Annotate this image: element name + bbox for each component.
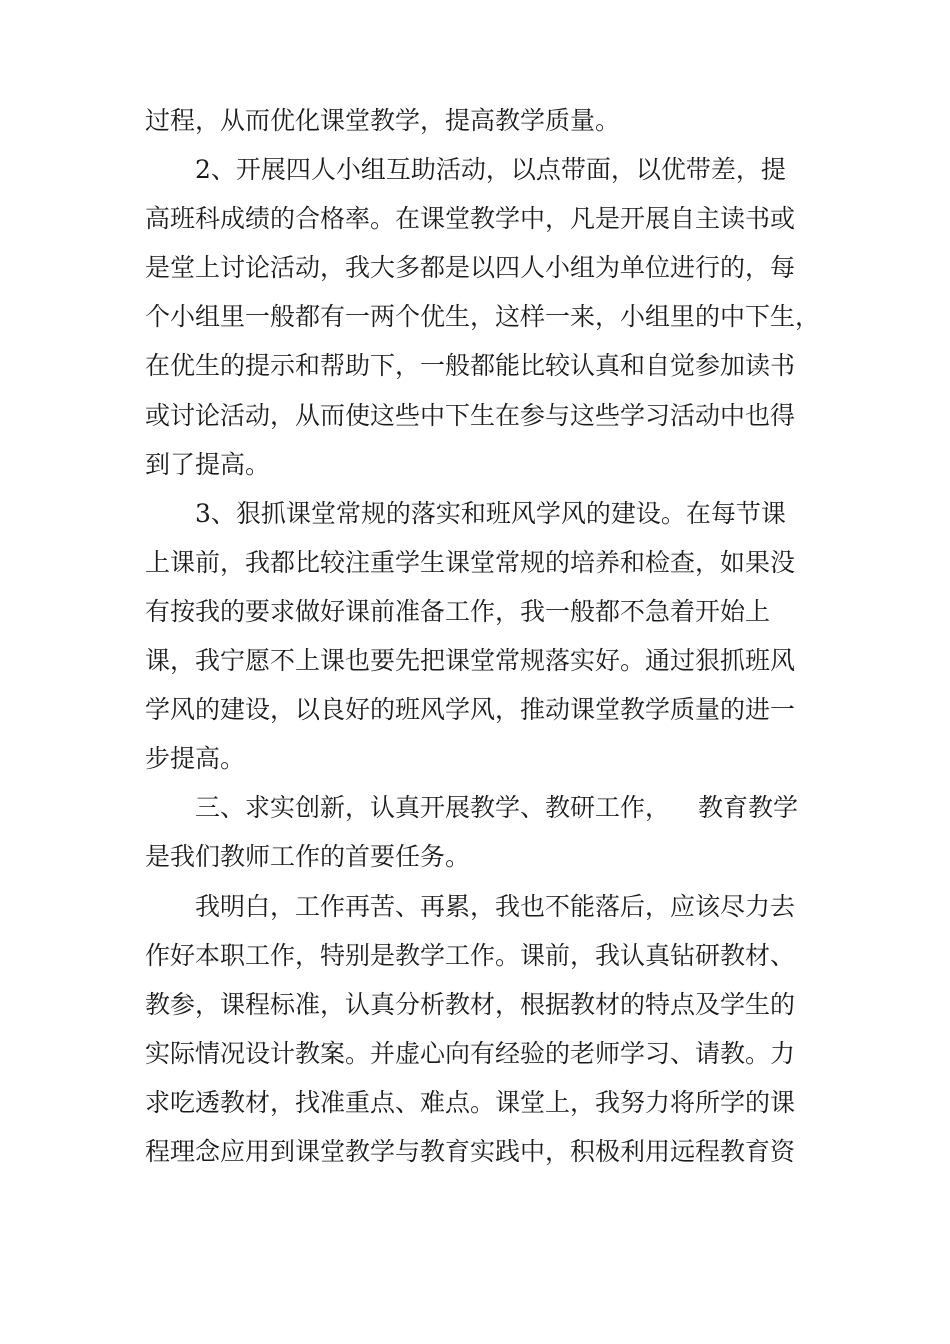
- text-line: 我明白，工作再苦、再累，我也不能落后，应该尽力去: [195, 891, 796, 921]
- text-line: 过程，从而优化课堂教学，提高教学质量。: [145, 106, 621, 135]
- text-line: 高班科成绩的合格率。在课堂教学中，凡是开展自主读书或: [145, 204, 796, 234]
- text-line: 到了提高。: [145, 449, 271, 479]
- text-line: 程理念应用到课堂教学与教育实践中，积极利用远程教育资: [145, 1136, 796, 1166]
- text-segment: 教育教学: [698, 793, 799, 823]
- text-line: 是堂上讨论活动，我大多都是以四人小组为单位进行的，每: [145, 253, 796, 283]
- text-line: 课，我宁愿不上课也要先把课堂常规落实好。通过狠抓班风: [145, 646, 796, 676]
- text-line: 个小组里一般都有一两个优生，这样一来，小组里的中下生，: [145, 302, 821, 332]
- text-line: 是我们教师工作的首要任务。: [145, 842, 471, 872]
- text-line: 求吃透教材，找准重点、难点。课堂上，我努力将所学的课: [145, 1087, 796, 1117]
- text-line: 上课前，我都比较注重学生课堂常规的培养和检查，如果没: [145, 547, 796, 577]
- text-line: 实际情况设计教案。并虚心向有经验的老师学习、请教。力: [145, 1038, 796, 1068]
- text-line: 3、狠抓课堂常规的落实和班风学风的建设。在每节课: [195, 498, 786, 528]
- text-line: 学风的建设，以良好的班风学风，推动课堂教学质量的进一: [145, 695, 796, 725]
- text-line: 教参，课程标准，认真分析教材，根据教材的特点及学生的: [145, 989, 796, 1019]
- text-line: [145, 783, 810, 832]
- text-line: 在优生的提示和帮助下，一般都能比较认真和自觉参加读书: [145, 351, 796, 381]
- text-line: 作好本职工作，特别是教学工作。课前，我认真钻研教材、: [145, 940, 796, 970]
- document-body: [145, 96, 821, 1176]
- section-heading: 三、求实创新，认真开展教学、教研工作，: [195, 793, 671, 823]
- text-line: 或讨论活动，从而使这些中下生在参与这些学习活动中也得: [145, 400, 796, 430]
- text-line: 步提高。: [145, 744, 246, 774]
- text-line: 有按我的要求做好课前准备工作，我一般都不急着开始上: [145, 596, 771, 626]
- text-line: 2、开展四人小组互助活动，以点带面，以优带差，提: [195, 155, 786, 185]
